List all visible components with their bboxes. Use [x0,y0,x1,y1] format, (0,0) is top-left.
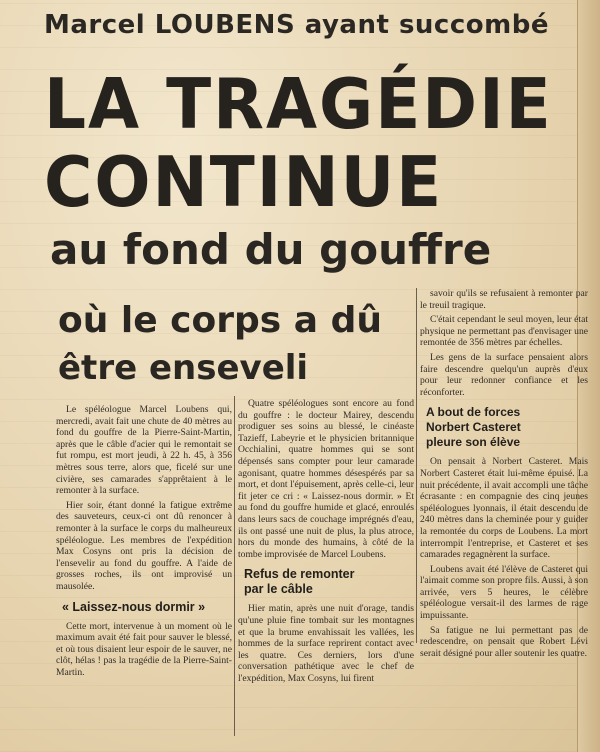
section-heading-line: Refus de remonter [244,567,355,582]
article-column-1 [56,404,232,681]
section-heading-line: pleure son élève [426,435,521,450]
section-heading [426,405,588,450]
article-column-2 [238,398,414,687]
subheadline-line-1: au fond du gouffre [50,225,492,274]
paragraph: Quatre spéléologues sont encore au fond du gouffre : le docteur Mairey, descendu prodiguer ses soins au blessé, le cinéaste Tazieff, Labeyrie et le physicien britannique Occhialini, quatre hommes qui se sont dépensés sans compter pour leur camarade agonisant, quatre hommes désespérés par sa mort, et dont l'épuisement, après celle-ci, leur fit jeter ce cri : « Laissez-nous dormir. » Et au fond du gouffre humide et glacé, enroulés dans leurs sacs de couchage imprégnés d'eau, ils ont passé une nuit de plus, la plus atroce, hors du monde des humains, à côté de la tombe improvisée de Marcel Loubens. [238,398,414,560]
subheadline-line-3: être enseveli [58,348,309,388]
column-divider [234,396,235,736]
article-column-3 [420,288,588,662]
headline-line-1: LA TRAGÉDIE [44,64,553,145]
paragraph: Sa fatigue ne lui permettant pas de redescendre, on pensait que Robert Lévi serait désigné pour aller soutenir les quatre. [420,624,588,659]
paragraph: On pensait à Norbert Casteret. Mais Norbert Casteret était lui-même épuisé. La nuit précédente, il avait accompli une tâche écrasante : en compagnie des cinq jeunes spéléologues lyonnais, il était descendu de 240 mètres dans la cheminée pour y guider la remontée du corps de Loubens. La mort interrompit l'entreprise, et Casteret et ses camarades regagnèrent la surface. [420,456,588,561]
paragraph: Hier matin, après une nuit d'orage, tandis qu'une pluie fine tombait sur les montagnes et que la brume envahissait les vallées, les hommes de la surface reprirent contact avec les quatre. Ces derniers, lors d'une conversation pathétique avec le chef de l'expédition, Max Cosyns, lui firent [238,603,414,684]
headline-line-2: CONTINUE [44,142,444,223]
section-heading [244,567,414,597]
paragraph: Loubens avait été l'élève de Casteret qui l'aimait comme son propre fils. Aussi, à son arrivée, vers 5 heures, le célèbre spéléologue versait-il des larmes de rage impuissante. [420,563,588,622]
paragraph: Cette mort, intervenue à un moment où le maximum avait été fait pour sauver le blessé, et où tous disaient leur espoir de le sauver, ne clôt, hélas ! pas la tragédie de la Pierre-Saint-Martin. [56,620,232,678]
paragraph: Hier soir, étant donné la fatigue extrême des sauveteurs, ceux-ci ont dû renoncer à remonter à la surface le corps du malheureux spéléologue. Les membres de l'expédition Max Cosyns ont pris la décision de l'ensevelir au fond du gouffre. A l'aide de grosses roches, ils ont improvisé un mausolée. [56,499,232,592]
section-heading-line: par le câble [244,582,313,597]
section-heading: « Laissez-nous dormir » [62,599,206,614]
section-heading-line: Norbert Casteret [426,420,521,435]
paragraph: Le spéléologue Marcel Loubens qui, mercredi, avait fait une chute de 40 mètres au fond du gouffre de la Pierre-Saint-Martin, après que le câble d'acier qui le remontait se fut rompu, est mort jeudi, à 22 h. 45, à 356 mètres sous terre, alors que, ficelé sur une civière, ses camarades s'apprêtaient à le remonter à la surface. [56,404,232,497]
paragraph: C'était cependant le seul moyen, leur état physique ne permettant pas d'envisager une remontée de 356 mètres par échelles. [420,314,588,349]
column-divider [416,288,417,643]
subheadline-line-2: où le corps a dû [58,300,382,341]
pre-title: Marcel LOUBENS ayant succombé [44,10,549,40]
paragraph: Les gens de la surface pensaient alors faire descendre quelqu'un auprès d'eux pour leur redonner confiance et les réconforter. [420,351,588,398]
section-heading-line: A bout de forces [426,405,521,420]
paragraph: savoir qu'ils se refusaient à remonter par le treuil tragique. [420,288,588,311]
